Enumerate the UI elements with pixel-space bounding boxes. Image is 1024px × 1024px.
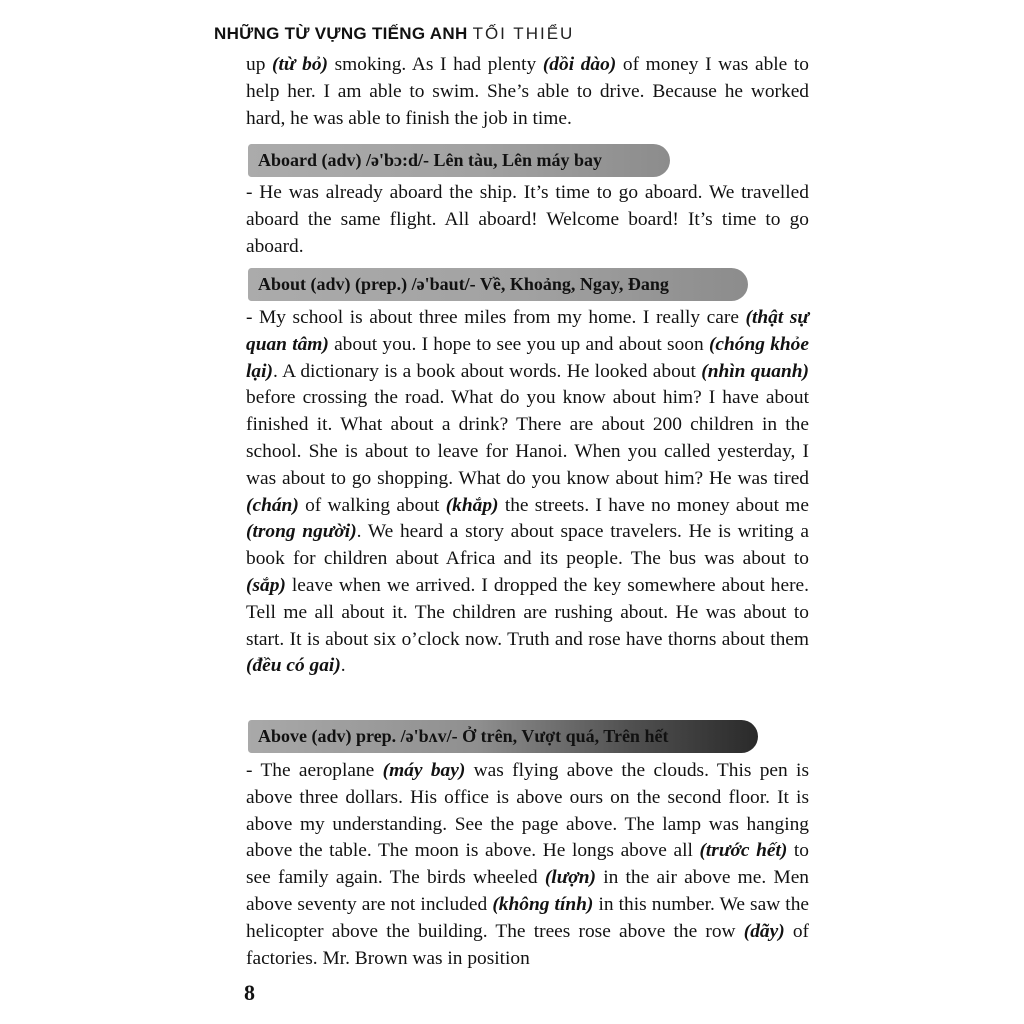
entry-body-aboard <box>246 180 809 260</box>
entry-heading-aboard: Aboard (adv) /ə'bɔ:d/- Lên tàu, Lên máy bay <box>248 144 670 177</box>
text-run: of money I was able to help her. I am able to swim. She’s able to drive. Because he worked hard, he was able to finish the job in time. <box>246 54 809 129</box>
text-run: . <box>340 655 346 677</box>
paragraph-intro <box>246 52 809 132</box>
text-run: was flying above the clouds. This pen is above three dollars. His office is above ours on the second floor. It is above my understanding. See the page above. The lamp was hanging above the table. The moon is above. He longs above all <box>246 760 809 862</box>
vietnamese-gloss: (trước hết) <box>699 840 788 862</box>
vietnamese-gloss: (trong người) <box>246 521 357 543</box>
vietnamese-gloss: (chóng khỏe lại) <box>246 333 809 382</box>
vietnamese-gloss: (máy bay) <box>382 760 466 781</box>
text-run: - He was already aboard the ship. It’s time to go aboard. We travelled aboard the same flight. All aboard! Welcome board! It’s time to go aboard. <box>246 182 809 257</box>
text-run: - My school is about three miles from my home. I really care <box>246 307 746 328</box>
text-run: smoking. As I had plenty <box>327 54 543 75</box>
vietnamese-gloss: (sắp) <box>246 574 286 596</box>
vietnamese-gloss: (từ bỏ) <box>272 54 328 75</box>
text-run: . A dictionary is a book about words. He looked about <box>272 360 702 382</box>
text-run: up <box>246 54 273 75</box>
text-run: . We heard a story about space travelers. He is writing a book for children about Africa and its people. The bus was about to <box>246 521 809 570</box>
vietnamese-gloss: (đều có gai) <box>246 655 341 677</box>
text-run: in the air above me. Men above seventy are not included <box>246 867 809 915</box>
vietnamese-gloss: (dồi dào) <box>542 54 617 75</box>
text-run: in this number. We saw the helicopter above the building. The trees rose above the row <box>246 893 809 942</box>
text-run: of factories. Mr. Brown was in position <box>246 920 809 969</box>
running-head-bold: NHỮNG TỪ VỰNG TIẾNG ANH <box>214 24 468 43</box>
running-head <box>214 24 574 44</box>
text-run: before crossing the road. What do you know about him? I have about finished it. What about a drink? There are about 200 children in the school. She is about to leave for Hanoi. When you called yesterday, I was about to go shopping. What do you know about him? He was tired <box>246 387 809 489</box>
vietnamese-gloss: (chán) <box>246 494 299 516</box>
text-run: about you. I hope to see you up and about soon <box>328 333 709 355</box>
text-run: - The aeroplane <box>246 760 383 781</box>
vietnamese-gloss: (khắp) <box>445 494 499 516</box>
entry-body-about <box>246 305 809 680</box>
text-run: of walking about <box>298 494 446 516</box>
vietnamese-gloss: (không tính) <box>492 893 594 915</box>
entry-heading-above: Above (adv) prep. /ə'bʌv/- Ở trên, Vượt quá, Trên hết <box>248 720 758 753</box>
text-run: the streets. I have no money about me <box>498 494 810 516</box>
vietnamese-gloss: (thật sự quan tâm) <box>246 307 809 355</box>
vietnamese-gloss: (dãy) <box>743 920 785 942</box>
vietnamese-gloss: (lượn) <box>544 867 596 889</box>
text-run: leave when we arrived. I dropped the key somewhere about here. Tell me all about it. The children are rushing about. He was about to start. It is about six o’clock now. Truth and rose have thorns about them <box>246 574 809 650</box>
entry-heading-about: About (adv) (prep.) /ə'baut/- Về, Khoảng, Ngay, Đang <box>248 268 748 301</box>
entry-body-above <box>246 758 809 972</box>
vietnamese-gloss: (nhìn quanh) <box>701 360 809 382</box>
text-run: to see family again. The birds wheeled <box>246 840 809 889</box>
running-head-thin: TỐI THIỂU <box>472 24 575 43</box>
page-number: 8 <box>244 980 255 1005</box>
